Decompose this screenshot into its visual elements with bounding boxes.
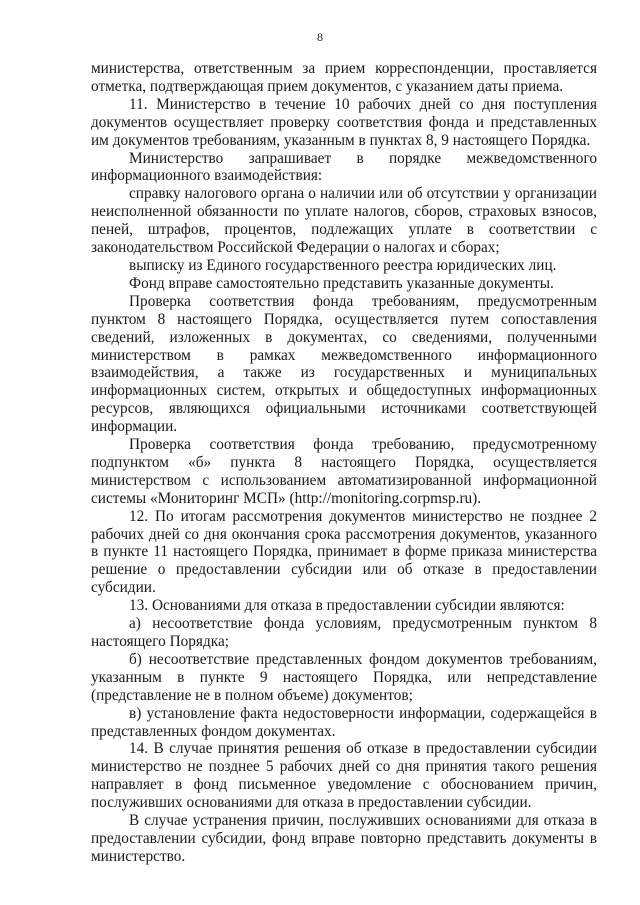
- document-body: [91, 60, 597, 866]
- paragraph-item-13-a: а) несоответствие фонда условиям, предусмотренным пунктом 8 настоящего Порядка;: [91, 615, 597, 650]
- paragraph-fund-right: Фонд вправе самостоятельно представить указанные документы.: [129, 274, 554, 292]
- paragraph-verification-msp: Проверка соответствия фонда требованию, предусмотренному подпунктом «б» пункта 8 настоящего Порядка, осуществляется министерством с использованием автоматизированной информационной системы «Мониторинг МСП» (http://monitoring.corpmsp.ru).: [91, 436, 597, 507]
- paragraph-ministry-request: Министерство запрашивает в порядке межведомственного информационного взаимодействия:: [91, 149, 597, 185]
- paragraph-verification: Проверка соответствия фонда требованиям, предусмотренным пунктом 8 настоящего Порядка, осуществляется путем сопоставления сведений, изложенных в документах, со сведениями, полученными министерством в рамках межведомственного информационного взаимодействия, а также из государственных и муниципальных информационных систем, открытых и общедоступных информационных ресурсов, являющихся официальными источниками соответствующей информации.: [91, 292, 597, 436]
- page-number: 8: [317, 30, 323, 44]
- paragraph-item-13-v: в) установление факта недостоверности информации, содержащейся в представленных фондом документах.: [91, 704, 597, 740]
- paragraph-egrul-extract: выписку из Единого государственного реестра юридических лиц.: [129, 256, 557, 274]
- paragraph-continuation: министерства, ответственным за прием корреспонденции, проставляется отметка, подтверждающая прием документов, с указанием даты приема.: [91, 60, 597, 95]
- paragraph-item-14: 14. В случае принятия решения об отказе в предоставлении субсидии министерство не позднее 5 рабочих дней со дня принятия такого решения направляет в фонд письменное уведомление с обоснованием причин, послуживших основаниями для отказа в предоставлении субсидии.: [91, 740, 597, 812]
- paragraph-item-13-b: б) несоответствие представленных фондом документов требованиям, указанным в пункте 9 настоящего Порядка, или непредставление (представление не в полном объеме) документов;: [91, 650, 597, 704]
- paragraph-item-11: 11. Министерство в течение 10 рабочих дней со дня поступления документов осуществляет проверку соответствия фонда и представленных им документов требованиям, указанным в пунктах 8, 9 настоящего Порядка.: [91, 95, 597, 149]
- paragraph-resubmission: В случае устранения причин, послуживших основаниями для отказа в предоставлении субсидии, фонд вправе повторно представить документы в министерство.: [91, 812, 597, 865]
- paragraph-item-13: 13. Основаниями для отказа в предоставлении субсидии являются:: [129, 597, 565, 615]
- paragraph-item-12: 12. По итогам рассмотрения документов министерство не позднее 2 рабочих дней со дня окончания срока рассмотрения документов, указанного в пункте 11 настоящего Порядка, принимает в форме приказа министерства решение о предоставлении субсидии или об отказе в предоставлении субсидии.: [91, 507, 597, 597]
- paragraph-tax-certificate: справку налогового органа о наличии или об отсутствии у организации неисполненной обязанности по уплате налогов, сборов, страховых взносов, пеней, штрафов, процентов, подлежащих уплате в соответствии с законодательством Российской Федерации о налогах и сборах;: [91, 185, 597, 257]
